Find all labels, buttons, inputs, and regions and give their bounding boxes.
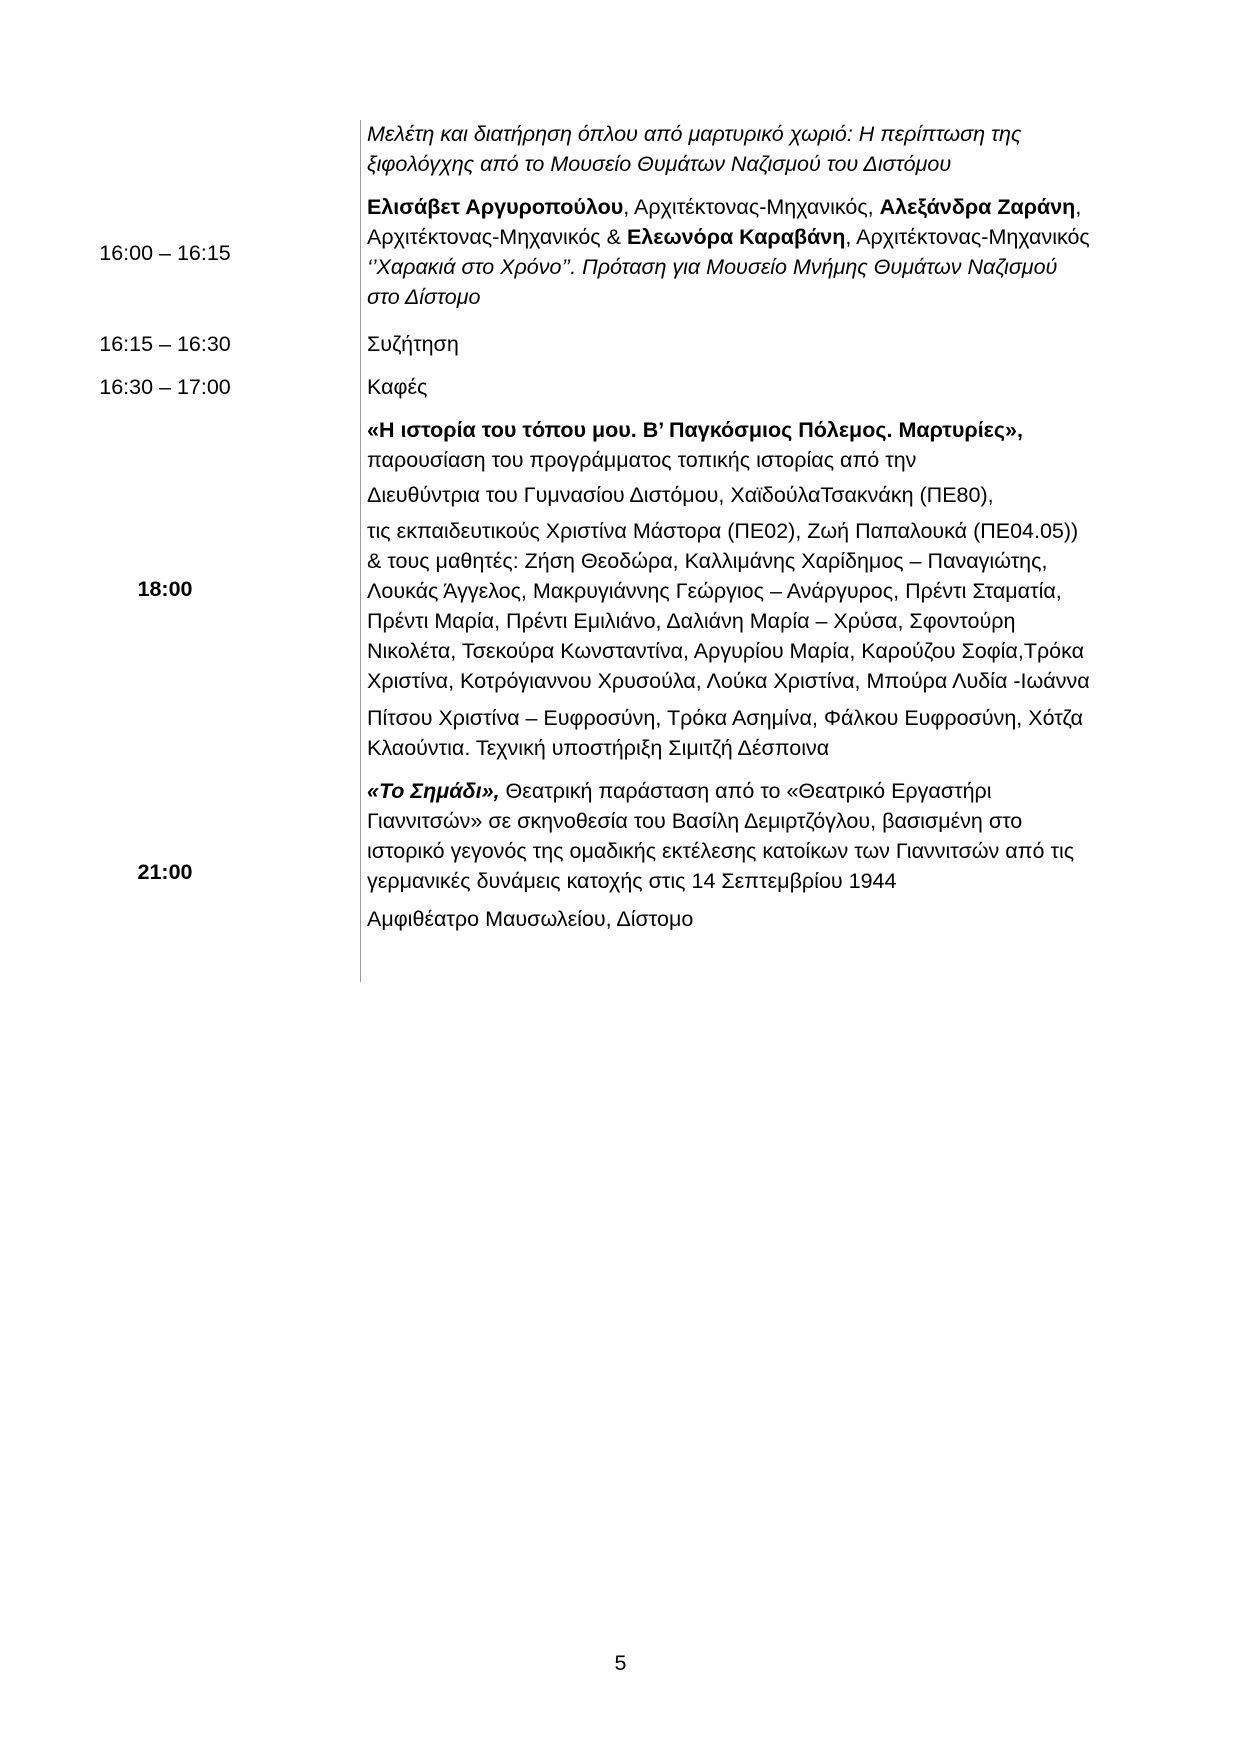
talk-1-title-line2: ξιφολόγχης από το Μουσείο Θυμάτων Ναζισμού του Διστόμου [367, 152, 952, 176]
local-history-line-7: Νικολέτα, Τσεκούρα Κωνσταντίνα, Αργυρίου Μαρία, Καρούζου Σοφία,Τρόκα [367, 639, 1085, 663]
time-slot-1600: 16:00 – 16:15 [99, 241, 231, 265]
local-history-title-text: «Η ιστορία του τόπου μου. Β’ Παγκόσμιος Πόλεμος. Μαρτυρίες», [367, 418, 1023, 442]
time-slot-2100: 21:00 [137, 860, 193, 884]
author-3: Ελεωνόρα Καραβάνη [626, 225, 846, 249]
local-history-line-10: Κλαούντια. Τεχνική υποστήριξη Σιμιτζή Δέσποινα [367, 736, 830, 760]
talk-2-title-line2: στο Δίστομο [367, 285, 481, 309]
theatre-line-1-rest: Θεατρική παράσταση από το «Θεατρικό Εργαστήρι [499, 779, 992, 803]
theatre-venue: Αμφιθέατρο Μαυσωλείου, Δίστομο [367, 907, 694, 931]
author-sep-1: , Αρχιτέκτονας-Μηχανικός, [623, 195, 880, 219]
local-history-line-2: Διευθύντρια του Γυμνασίου Διστόμου, ΧαϊδούλαΤσακνάκη (ΠΕ80), [367, 483, 994, 507]
theatre-line-2: Γιαννιτσών» σε σκηνοθεσία του Βασίλη Δεμιρτζόγλου, βασισμένη στο [367, 809, 1023, 833]
talk-1-title-line1: Μελέτη και διατήρηση όπλου από μαρτυρικό χωριό: Η περίπτωση της [367, 122, 1022, 146]
author-2: Αλεξάνδρα Ζαράνη [879, 195, 1076, 219]
theatre-title: «Το Σημάδι», [367, 779, 500, 803]
author-line2-prefix: Αρχιτέκτονας-Μηχανικός & [367, 225, 627, 249]
local-history-line-1: παρουσίαση του προγράμματος τοπικής ιστορίας από την [367, 448, 917, 472]
local-history-participants [367, 516, 1167, 696]
time-slot-1630: 16:30 – 17:00 [99, 375, 231, 399]
talk-1 [367, 119, 1167, 179]
local-history-line-4: & τους μαθητές: Ζήση Θεοδώρα, Καλλιμάνης Χαρίδημος – Παναγιώτης, [367, 549, 1048, 573]
local-history-line-5: Λουκάς Άγγελος, Μακρυγιάννης Γεώργιος – Ανάργυρος, Πρέντι Σταματία, [367, 579, 1062, 603]
author-sep-2: , [1075, 195, 1082, 219]
theatre-line-1 [367, 776, 1167, 806]
column-divider [360, 120, 361, 982]
theatre-line-4: γερμανικές δυνάμεις κατοχής στις 14 Σεπτεμβρίου 1944 [367, 869, 897, 893]
page-number: 5 [614, 1651, 627, 1675]
talk-2-title-line1: ‘’Χαρακιά στο Χρόνο’’. Πρόταση για Μουσείο Μνήμης Θυμάτων Ναζισμού [367, 255, 1058, 279]
local-history-more [367, 703, 1167, 763]
author-1: Ελισάβετ Αργυροπούλου [367, 195, 624, 219]
local-history-title [367, 415, 1167, 475]
coffee-label: Καφές [367, 375, 428, 399]
local-history-line-8: Χριστίνα, Κοτρόγιαννου Χρυσούλα, Λούκα Χριστίνα, Μπούρα Λυδία -Ιωάννα [367, 669, 1090, 693]
theatre-description [367, 776, 1167, 896]
talk-2-authors-line1 [367, 192, 1167, 222]
author-line2-suffix: , Αρχιτέκτονας-Μηχανικός [845, 225, 1090, 249]
time-slot-1615: 16:15 – 16:30 [99, 332, 231, 356]
time-slot-1800: 18:00 [137, 577, 193, 601]
theatre-line-3: ιστορικό γεγονός της ομαδικής εκτέλεσης κατοίκων των Γιαννιτσών από τις [367, 839, 1075, 863]
discussion-label: Συζήτηση [367, 332, 459, 356]
talk-2-authors-line2 [367, 222, 1167, 252]
talk-2 [367, 192, 1167, 312]
local-history-line-6: Πρέντι Μαρία, Πρέντι Εμιλιάνο, Δαλιάνη Μαρία – Χρύσα, Σφοντούρη [367, 609, 1016, 633]
local-history-director [367, 480, 1167, 510]
local-history-line-3: τις εκπαιδευτικούς Χριστίνα Μάστορα (ΠΕ02), Ζωή Παπαλουκά (ΠΕ04.05)) [367, 519, 1079, 543]
local-history-line-9: Πίτσου Χριστίνα – Ευφροσύνη, Τρόκα Ασημίνα, Φάλκου Ευφροσύνη, Χότζα [367, 706, 1083, 730]
